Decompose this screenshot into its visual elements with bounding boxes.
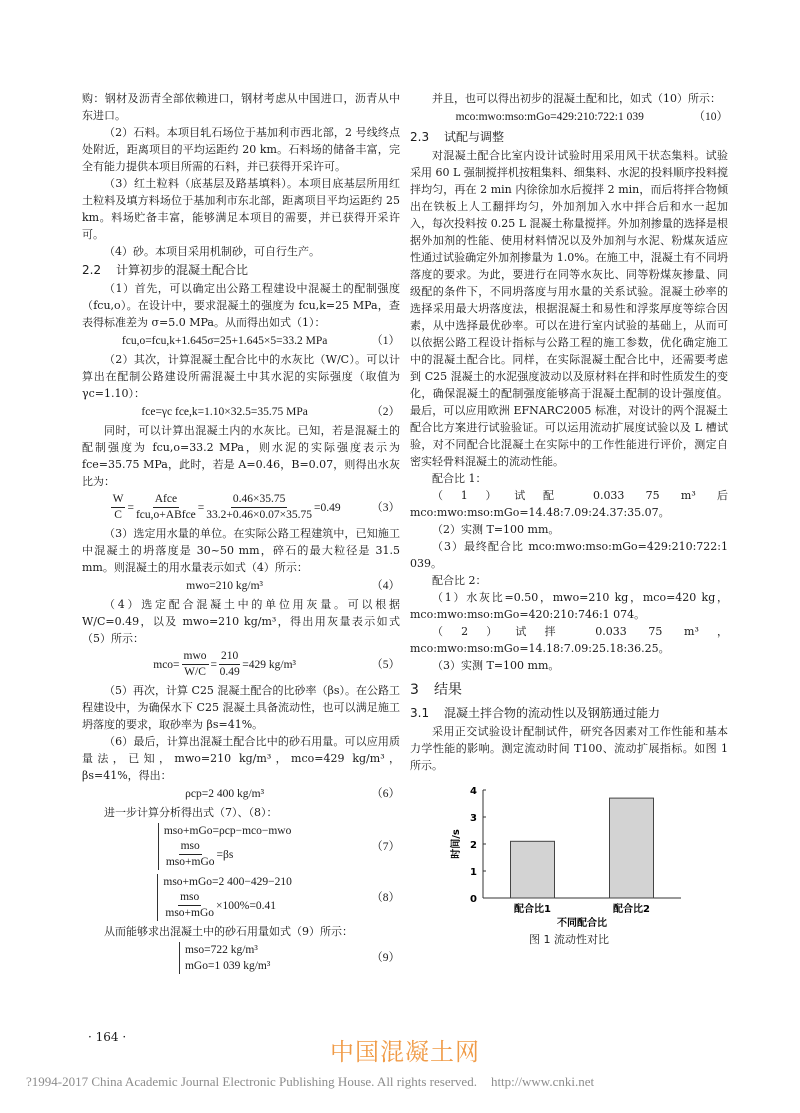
equals-sign: = [197, 501, 205, 514]
list-item: （3）实测 T=100 mm。 [432, 659, 560, 672]
denominator: 0.49 [219, 666, 240, 678]
x-axis-label: 不同配合比 [557, 918, 607, 929]
equals-sign: = [127, 501, 134, 514]
equation-system [158, 823, 292, 870]
bar [610, 798, 654, 898]
paragraph: （2）石料。本项目轧石场位于基加利市西北部，2 号线终点处附近，距离项目的平均运距约 20 km。石料场的储备丰富，完全有能力提供本项目所需的石料，并已获得开采许可。 [82, 126, 400, 173]
mix-ratio-1-title: 配合比 1： [432, 472, 487, 485]
fraction [206, 492, 312, 523]
equation-number: （7） [371, 840, 400, 853]
paragraph: 进一步计算分析得出式（7）、（8）： [104, 806, 278, 819]
paragraph: 对混凝土配合比室内设计试验时用采用风干状态集料。试验采用 60 L 强制搅拌机按粗集料、细集料、水泥的投料顺序投料搅拌均匀，再在 2 min 内徐徐加水后搅拌 2 min，而后将拌合物倾出在铁板上人工翻拌均匀，外加剂加入水中拌合后和水一起加入，每次投料按 0.25 L 混凝土称量搅拌。外加剂掺量的选择是根据外加剂的性能、使用材料情况以及外加剂与水泥、粉煤灰适应性通过试验确定外加剂掺量为 1.0%。在施工中，混凝土有不同坍落度的要求。为此，要进行在同等水灰比、同等粉煤灰掺量、同级配的条件下，不同坍落度与用水量的关系试验。混凝土砂率的选择采用最大坍落度法，根据混凝土和易性和浮浆厚度等综合因素，从中选择最优砂率。可以在进行室内试验的基础上，从而可以依据公路工程设计指标与公路工程的施工参数，优化确定施工中的混凝土配合比。同样，在实际混凝土配合比中，还需要考虑到 C25 混凝土的水泥强度波动以及原材料在拌和时性质发生的变化，确保混凝土的配制强度能够高于混凝土配制的设计强度值。最后，可以应用欧洲 EFNARC2005 标准，对设计的两个混凝土配合比方案进行试验验证。可以运用流动扩展度试验以及 L 槽试验，对不同配合比混凝土在实际中的工作性能进行评价，测定自密实轻骨料混凝土的流动性能。 [410, 149, 728, 468]
section-title: 计算初步的混凝土配合比 [116, 263, 249, 277]
figure-1 [410, 780, 728, 947]
paragraph: 同时，可以计算出混凝土内的水灰比。已知，若是混凝土的配制强度为 fcu,o=33.2 MPa，则水泥的实际强度表示为 fce=35.75 MPa，此时，若是 A=0.46，B=0.07，则得出水灰比为： [82, 424, 400, 488]
section-heading-2-3 [410, 128, 728, 146]
equation-line [163, 890, 292, 921]
fraction [111, 492, 126, 523]
paragraph: 从而能够求出混凝土中的砂石用量如式（9）所示： [104, 925, 353, 938]
fraction [166, 839, 215, 870]
equation-body [82, 492, 367, 523]
denominator: 33.2+0.46×0.07×35.75 [206, 509, 312, 521]
list-item: （1）试配 0.033 75 m³ 后 mco:mwo:mso:mGo=14.48:7.09:24.37:35.07。 [410, 489, 728, 519]
equation-body: mwo=210 kg/m³ [186, 580, 263, 592]
paragraph: （5）再次，计算 C25 混凝土配合的比砂率（βs）。在公路工程建设中，为确保水下 C25 混凝土具备流动性，也可以满足施工坍落度的要求，取砂率为 βs=41%。 [82, 684, 400, 731]
equation-line: mso=722 kg/m³ [184, 944, 258, 956]
equation-number: （1） [371, 335, 400, 347]
section-title: 结果 [434, 682, 462, 698]
fraction [165, 890, 214, 921]
equation-3 [82, 490, 400, 525]
denominator: fcu,o+ABfce [135, 509, 196, 521]
numerator: Afce [153, 492, 179, 508]
section-number: 3.1 [410, 706, 430, 720]
list-item: （2）实测 T=100 mm。 [432, 523, 560, 536]
equation-body [82, 649, 367, 680]
y-axis-label: 时间/s [451, 829, 462, 859]
footer [26, 1074, 594, 1090]
equation-body: fcu,o=fcu,k+1.645σ=25+1.645×5=33.2 MPa [121, 335, 328, 347]
paragraph: 并且，也可以得出初步的混凝土配和比，如式（10）所示： [432, 92, 721, 105]
y-tick-label: 4 [470, 786, 477, 797]
denominator: C [114, 509, 122, 521]
y-tick-label: 3 [470, 813, 477, 824]
equation-system [157, 874, 292, 921]
paragraph: （4）选定配合混凝土中的单位用灰量。可以根据 W/C=0.49，以及 mwo=210 kg/m³，得出用灰量表示如式（5）所示： [82, 598, 400, 645]
figure-title: 流动性对比 [554, 933, 609, 946]
numerator: mwo [182, 649, 209, 665]
equation-number: （8） [371, 891, 400, 904]
figure-label: 图 1 [529, 933, 551, 946]
equation-7 [82, 821, 400, 872]
equation-number: （2） [371, 406, 400, 418]
x-tick-label: 配合比1 [514, 904, 551, 915]
equation-number: （3） [371, 501, 400, 514]
right-column [410, 90, 728, 947]
watermark-logo: 中国混凝土网 [330, 1038, 480, 1066]
section-heading-2-2 [82, 261, 400, 279]
equation-number: （4） [371, 580, 400, 592]
equation-line: mGo=1 039 kg/m³ [184, 960, 271, 972]
equation-8 [82, 872, 400, 923]
equation-body: mco:mwo:mso:mGo=429:210:722:1 039 [455, 111, 644, 123]
figure-caption [410, 932, 728, 947]
fraction [182, 649, 209, 680]
denominator: mso+mGo [165, 907, 215, 919]
numerator: 0.46×35.75 [231, 492, 288, 508]
x-tick-label: 配合比2 [613, 904, 650, 915]
equation-result: =429 kg/m³ [242, 658, 296, 671]
page-number: · 164 · [88, 1030, 127, 1044]
denominator: mso+mGo [165, 856, 215, 868]
numerator: 210 [219, 649, 240, 665]
y-tick-label: 2 [470, 840, 477, 851]
equation-line [164, 839, 292, 870]
equation-body [82, 823, 367, 870]
equation-1 [82, 331, 400, 351]
numerator: W [111, 492, 126, 508]
equation-9 [82, 940, 400, 976]
numerator: mso [179, 839, 202, 855]
section-heading-3 [410, 680, 728, 700]
equation-result: =0.49 [314, 501, 341, 514]
equation-6 [82, 784, 400, 804]
bar [511, 841, 555, 898]
paragraph: （6）最后，计算出混凝土配合比中的砂石用量。可以应用质量法，已知，mwo=210 kg/m³，mco=429 kg/m³，βs=41%，得出： [82, 735, 400, 782]
list-item: （1）水灰比=0.50，mwo=210 kg，mco=420 kg，mco:mwo:mso:mGo=420:210:746:1 074。 [410, 591, 728, 621]
y-tick-label: 1 [470, 867, 477, 878]
section-title: 混凝土拌合物的流动性以及钢筋通过能力 [444, 706, 661, 720]
left-column [82, 90, 400, 976]
equation-4 [82, 576, 400, 596]
paragraph: （2）其次，计算混凝土配合比中的水灰比（W/C）。可以计算出在配制公路建设所需混凝土中其水泥的实际强度（取值为 γc=1.10）： [82, 353, 400, 400]
section-title: 试配与调整 [444, 130, 505, 144]
list-item: （2）试拌 0.033 75 m³，mco:mwo:mso:mGo=14.18:7.09:25.18:36.25。 [410, 625, 728, 655]
equation-line: mso+mGo=2 400−429−210 [163, 876, 292, 888]
equation-body [82, 942, 367, 974]
paragraph: 采用正交试验设计配制试件，研究各因素对工作性能和基本力学性能的影响。测定流动时间 T100、流动扩展指标。如图 1 所示。 [410, 725, 728, 772]
equation-body: ρcp=2 400 kg/m³ [185, 788, 265, 800]
section-number: 2.2 [82, 263, 102, 277]
fraction [136, 492, 196, 523]
equation-lhs: mco= [153, 658, 180, 671]
list-item: （3）最终配合比 mco:mwo:mso:mGo=429:210:722:1 039。 [410, 540, 728, 570]
paragraph: （4）砂。本项目采用机制砂，可自行生产。 [104, 245, 320, 258]
equation-result: =βs [216, 848, 234, 861]
copyright-text: ?1994-2017 China Academic Journal Electronic Publishing House. All rights reserved. [26, 1074, 477, 1089]
equation-2 [82, 402, 400, 422]
paragraph: （3）选定用水量的单位。在实际公路工程建筑中，已知施工中混凝土的坍落度是 30~50 mm，碎石的最大粒径是 31.5 mm。则混凝土的用水量表示如式（4）所示： [82, 527, 400, 574]
footer-url[interactable]: http://www.cnki.net [490, 1074, 595, 1089]
fraction [219, 649, 240, 680]
y-tick-label: 0 [470, 894, 477, 905]
equation-body: fce=γc fce,k=1.10×32.5=35.75 MPa [141, 406, 308, 418]
equation-system [179, 942, 270, 974]
paragraph: 购：钢材及沥青全部依赖进口，钢材考虑从中国进口，沥青从中东进口。 [82, 92, 400, 122]
section-number: 2.3 [410, 130, 430, 144]
equation-number: （5） [371, 658, 400, 671]
equation-line: mso+mGo=ρcp−mco−mwo [163, 825, 292, 837]
mix-ratio-2-title: 配合比 2： [432, 574, 487, 587]
equation-5 [82, 647, 400, 682]
denominator: W/C [184, 666, 206, 678]
paragraph: （1）首先，可以确定出公路工程建设中混凝土的配制强度（fcu,o）。在设计中，要求混凝土的强度为 fcu,k=25 MPa，查表得标准差为 σ=5.0 MPa。从而得出如式（1）： [82, 282, 400, 329]
equation-10 [410, 107, 728, 127]
equation-result: ×100%=0.41 [216, 899, 276, 912]
equals-sign: = [210, 658, 218, 671]
section-number: 3 [410, 682, 419, 698]
section-heading-3-1 [410, 704, 728, 722]
bar-chart [449, 780, 689, 930]
equation-number: （10） [693, 111, 728, 123]
paragraph: （3）红土粒料（底基层及路基填料）。本项目底基层所用红土粒料及填方料场位于基加利市东北部，距离项目平均运距约 25 km。料场贮备丰富，能够满足本项目的需要，并已获得开采许可。 [82, 177, 400, 241]
numerator: mso [178, 890, 201, 906]
equation-number: （6） [371, 788, 400, 800]
equation-number: （9） [371, 952, 400, 964]
equation-body [82, 874, 367, 921]
